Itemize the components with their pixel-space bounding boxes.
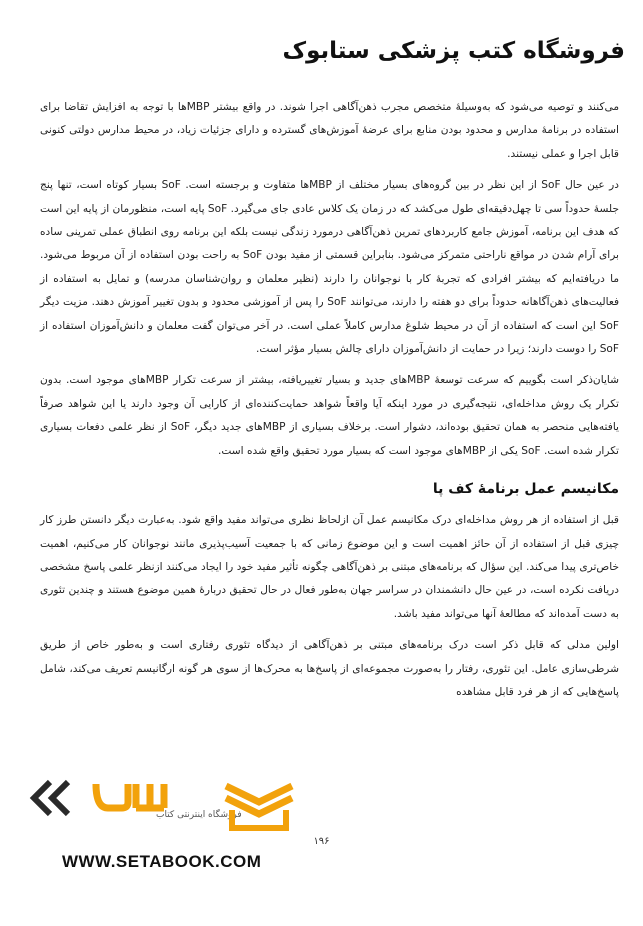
page-number: ۱۹۶	[313, 836, 330, 847]
watermark-subtitle: فروشگاه اینترنتی کتاب	[156, 810, 242, 820]
body-paragraph: شایان‌ذکر است بگوییم که سرعت توسعهٔ MBPهای جدید و بسیار تغییریافته، بیشتر از سرعت تکرار MBPهای موجود است. بدون تکرار یک روش مداخله‌ای، نتیجه‌گیری در مورد اینکه آیا واقعاً شواهد حمایت‌کننده‌ای از کارایی آن وجود دارند یا این شواهد صرفاً یافته‌هایی منحصر به همان تحقیق بوده‌اند، دشوار است. برخلاف بسیاری از MBPهای جدید دیگر، SoF از نظر علمی دفعات بسیاری تکرار شده است. SoF یکی از MBPهای موجود است که بسیار مورد تحقیق واقع شده است.	[40, 374, 619, 457]
body-paragraph: می‌کنند و توصیه می‌شود که به‌وسیلهٔ متخصص مجرب ذهن‌آگاهی اجرا شوند. در واقع بیشتر MBPها با توجه به افزایش تقاضا برای استفاده در برنامهٔ مدارس و محدود بودن منابع برای عرضهٔ آموزش‌های گسترده و دارای جزئیات زیاد، در محیط مدارس دولتی کنونی قابل اجرا و عملی نیستند.	[40, 101, 620, 160]
page-title: فروشگاه کتب پزشکی ستابوک	[282, 38, 625, 64]
setabook-watermark	[24, 772, 619, 834]
body-paragraph: اولین مدلی که قابل ذکر است درک برنامه‌های مبتنی بر ذهن‌آگاهی از دیدگاه تئوری رفتاری است و به‌طور خاص از طریق شرطی‌سازی عامل. این تئوری، رفتار را به‌صورت مجموعه‌ای از پاسخ‌ها به محرک‌ها از سوی هر گونه ارگانیسم تعریف می‌کند، شامل پاسخ‌هایی که از هر فرد قابل مشاهده	[40, 639, 619, 698]
book-logo-icon	[220, 774, 298, 832]
site-url: WWW.SETABOOK.COM	[62, 852, 262, 871]
body-paragraph: قبل از استفاده از هر روش مداخله‌ای درک مکانیسم عمل آن ازلحاظ نظری می‌تواند مفید واقع شود. به‌عبارت دیگر دانستن طرز کار چیزی قبل از استفاده از آن حائز اهمیت است و این موضوع زمانی که با جمعیت آسیب‌پذیری مانند نوجوانان کار می‌کنیم، اهمیت خاص‌تری پیدا می‌کند. این سؤال که برنامه‌های مبتنی بر ذهن‌آگاهی چگونه تأثیر مفید خود را ایجاد می‌کنند ازنظر علمی پاسخ مشخصی دریافت نکرده است، در عین حال دانشمندان در سراسر جهان به‌طور فعال در حال تحقیق دربارهٔ همین موضوع هستند و چندین تئوری به دست آمده‌اند که مطالعهٔ آنها می‌تواند مفید باشد.	[40, 514, 619, 620]
chevrons-icon	[28, 778, 88, 818]
book-body	[40, 96, 619, 712]
section-heading: مکانیسم عمل برنامهٔ کف پا	[432, 481, 619, 498]
body-paragraph: در عین حال SoF از این نظر در بین گروه‌های بسیار مختلف از MBPها متفاوت و برجسته است. SoF بسیار کوتاه است، تنها پنج جلسهٔ حدوداً سی تا چهل‌دقیقه‌ای طول می‌کشد که در زمان یک کلاس عادی جای می‌گیرد. SoF پایه است، منظورمان از پایه این است که هدف این برنامه، آموزش جامع کاربردهای تمرین ذهن‌آگاهی درمورد زندگی نیست بلکه این برنامه روی انطباق عملی تمرینی ساده برای آرام شدن در مواقع ناراحتی متمرکز می‌شود. بنابراین قسمتی از مفید بودن SoF به راحت بودن استفاده از آن مربوط می‌شود. ما دریافته‌ایم که بیشتر افرادی که تجربهٔ کار با نوجوانان را دارند (نظیر معلمان و روان‌شناسان مدرسه) و تمایل به استفاده از فعالیت‌های ذهن‌آگاهانه حدوداً برای دو هفته را دارند، می‌توانند SoF را پس از آموزشی محدود و بدون تغییر آموزش دهند. مزیت دیگر SoF این است که استفاده از آن در محیط شلوغ مدارس کاملاً عملی است. در آخر می‌توان گفت معلمان و دانش‌آموزان استفاده از SoF را دوست دارند؛ زیرا در حمایت از دانش‌آموزان دارای چالش بسیار مؤثر است.	[40, 179, 620, 356]
